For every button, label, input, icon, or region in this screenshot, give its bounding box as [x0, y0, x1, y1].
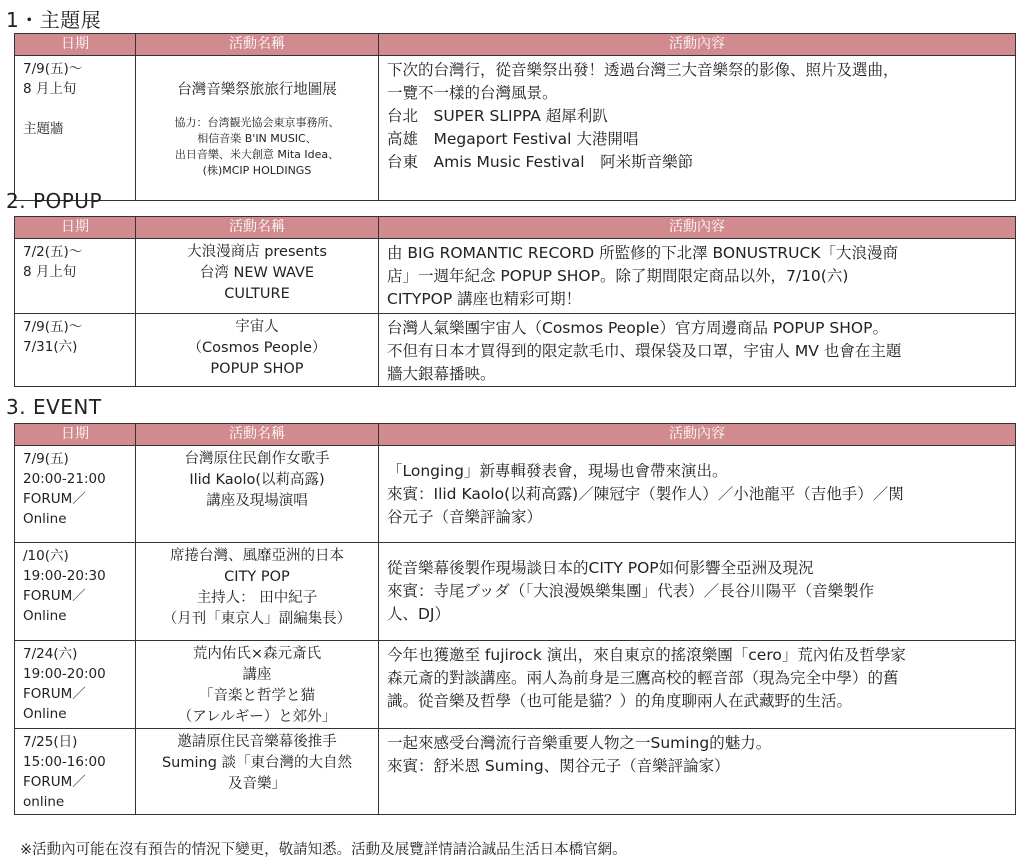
header-name: 活動名稱: [136, 34, 379, 56]
header-name: 活動名稱: [136, 217, 379, 239]
row-desc: 台灣人氣樂團宇宙人（Cosmos People）官方周邊商品 POPUP SHOP。 不但有日本才買得到的限定款毛巾、環保袋及口罩，宇宙人 MV 也會在主題 牆大銀幕播映。: [379, 314, 1016, 387]
row-name-note: 協力：台湾観光協会東京事務所、 相信音楽 B'IN MUSIC、 出日音樂、米大創意 Mita Idea、 (株)MCIP HOLDINGS: [174, 116, 340, 177]
row-date: 7/9(五)～ 8 月上旬 主題牆: [15, 56, 136, 201]
row-desc: 「Longing」新專輯發表會，現場也會帶來演出。 來賓：Ilid Kaolo(以莉高露)／陳冠宇（製作人）／小池龍平（吉他手）／関 谷元子（音樂評論家）: [379, 446, 1016, 543]
row-desc: 今年也獲邀至 fujirock 演出，來自東京的搖滾樂團「cero」荒內佑及哲學家 森元斎的對談講座。兩人為前身是三鷹高校的輕音部（現為完全中學）的舊 識。從音樂及哲學（也可能是貓？）的角度聊兩人在武藏野的生活。: [379, 641, 1016, 729]
row-date: 7/2(五)～ 8 月上旬: [15, 239, 136, 314]
row-name: 台灣原住民創作女歌手 Ilid Kaolo(以莉高露) 講座及現場演唱: [136, 446, 379, 543]
row-date: 7/9(五) 20:00-21:00 FORUM／ Online: [15, 446, 136, 543]
event-table: [14, 423, 1016, 815]
row-name: 荒内佑氏×森元斎氏 講座 「音楽と哲学と猫 （アレルギー）と郊外」: [136, 641, 379, 729]
row-name-text: 台灣音樂祭旅旅行地圖展: [177, 82, 337, 98]
header-date: 日期: [15, 424, 136, 446]
header-content: 活動內容: [379, 34, 1016, 56]
row-desc: 從音樂幕後製作現場談日本的CITY POP如何影響全亞洲及現況 來賓：寺尾ブッダ（「大浪漫娛樂集團」代表）／長谷川陽平（音樂製作 人、DJ）: [379, 543, 1016, 641]
popup-table: [14, 216, 1016, 387]
header-date: 日期: [15, 34, 136, 56]
table-row: [15, 543, 1016, 641]
row-date: 7/24(六) 19:00-20:00 FORUM／ Online: [15, 641, 136, 729]
section-title-event: 3. EVENT: [6, 395, 102, 419]
footnote: ※活動內可能在沒有預告的情況下變更，敬請知悉。活動及展覽詳情請洽誠品生活日本橋官網。: [20, 842, 627, 858]
row-desc: 一起來感受台灣流行音樂重要人物之一Suming的魅力。 來賓：舒米恩 Suming、関谷元子（音樂評論家）: [379, 729, 1016, 815]
section-title-exhibition: 1・主題展: [6, 8, 102, 32]
row-name: 大浪漫商店 presents 台湾 NEW WAVE CULTURE: [136, 239, 379, 314]
exhibition-table: [14, 33, 1016, 201]
table-row: [15, 446, 1016, 543]
row-desc: 下次的台灣行，從音樂祭出發！透過台灣三大音樂祭的影像、照片及選曲， 一覽不一樣的台灣風景。 台北 SUPER SLIPPA 超犀利趴 高雄 Megaport Festival 大港開唱 台東 Amis Music Festival 阿米斯音樂節: [379, 56, 1016, 201]
table-row: [15, 56, 1016, 201]
row-name: 宇宙人 （Cosmos People） POPUP SHOP: [136, 314, 379, 387]
table-row: [15, 314, 1016, 387]
row-name: [136, 56, 379, 201]
row-date: /10(六) 19:00-20:30 FORUM／ Online: [15, 543, 136, 641]
table-row: [15, 239, 1016, 314]
row-date: 7/9(五)～ 7/31(六): [15, 314, 136, 387]
table-row: [15, 641, 1016, 729]
header-content: 活動內容: [379, 424, 1016, 446]
row-name: 席捲台灣、風靡亞洲的日本 CITY POP 主持人： 田中紀子 （月刊「東京人」副編集長）: [136, 543, 379, 641]
section-title-popup: 2. POPUP: [6, 189, 103, 213]
header-content: 活動內容: [379, 217, 1016, 239]
header-date: 日期: [15, 217, 136, 239]
header-name: 活動名稱: [136, 424, 379, 446]
table-row: [15, 729, 1016, 815]
row-date: 7/25(日) 15:00-16:00 FORUM／ online: [15, 729, 136, 815]
row-desc: 由 BIG ROMANTIC RECORD 所監修的下北澤 BONUSTRUCK「大浪漫商 店」一週年紀念 POPUP SHOP。除了期間限定商品以外，7/10(六) CITYPOP 講座也精彩可期！: [379, 239, 1016, 314]
row-name: 邀請原住民音樂幕後推手 Suming 談「東台灣的大自然 及音樂」: [136, 729, 379, 815]
